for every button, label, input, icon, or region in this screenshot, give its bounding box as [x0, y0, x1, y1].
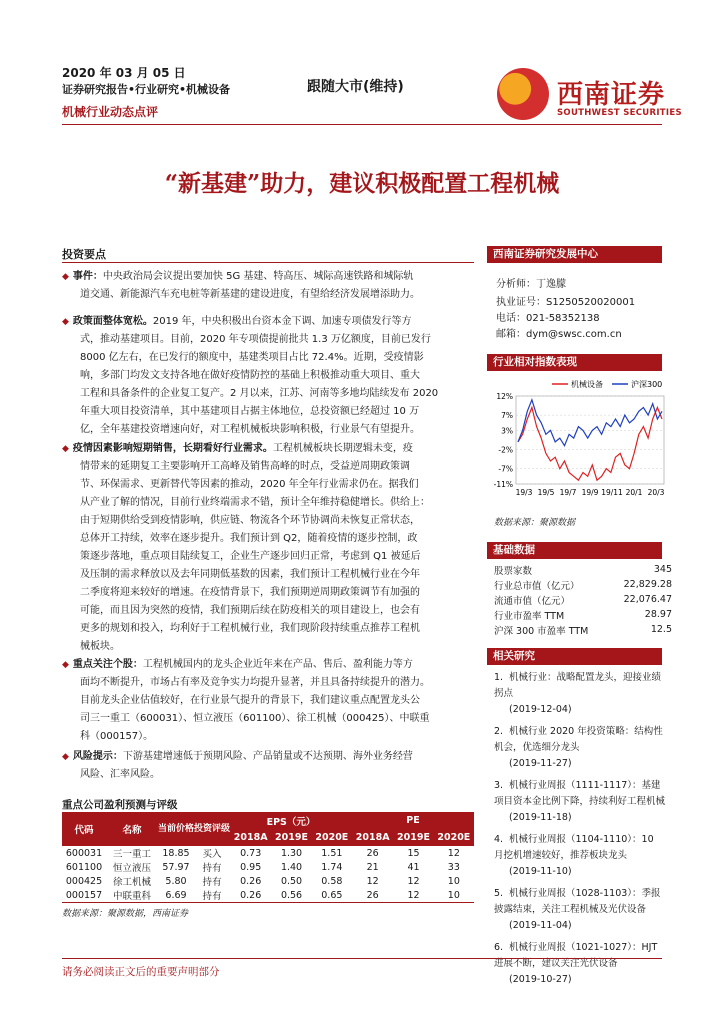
basic-data-label: 股票家数 — [494, 565, 533, 577]
table-source: 数据来源：聚源数据，西南证券 — [62, 909, 189, 919]
table-cell: 21 — [366, 861, 379, 873]
phone: 电话：021-58352138 — [496, 313, 600, 324]
related-research-item[interactable] — [494, 778, 666, 826]
x-tick-label: 20/3 — [647, 488, 665, 497]
table-cell: 26 — [352, 888, 393, 903]
basic-data-row — [494, 622, 672, 637]
table-cell: 57.97 — [162, 861, 190, 873]
related-research-item[interactable] — [494, 724, 666, 772]
table-cell: 000425 — [65, 875, 103, 887]
basic-data-label: 行业总市值（亿元） — [494, 580, 580, 592]
header-divider — [62, 124, 662, 125]
table-cell: 33 — [447, 861, 460, 873]
related-item-number: 2. — [494, 726, 504, 737]
table-cell: 中联重科 — [106, 888, 158, 903]
x-tick-label: 19/7 — [559, 488, 577, 497]
related-item-number: 5. — [494, 888, 504, 899]
x-tick-label: 20/1 — [625, 488, 643, 497]
basic-data-row — [494, 562, 672, 577]
col-eps: EPS（元） — [230, 812, 352, 829]
bullet-icon: ◆ — [62, 272, 69, 282]
legend-label-machinery: 机械设备 — [571, 380, 603, 389]
table-cell: 0.50 — [280, 875, 303, 887]
col-code: 代码 — [62, 812, 106, 846]
paragraph-policy: ◆ 政策面整体宽松。2019 年，中央积极出台资本金下调、加速专项债发行等方 式，推动基建项目。目前，2020 年专项债提前批共 1.3 万亿额度，目前已发行 8000 亿左右，在已发行的额度中，基建类项目占比 72.4%。近期，受疫情影 响，多部门均发文支持各地在做好疫情防控的基础上积极推动重大项目、重大 工程和具备条件的企业复工复产。2 月以来，江苏、河南等多地均陆续发布 2020 年重大项目投资清单，其中基建项目占据主体地位，总投资额已经超过 10 万 亿，全年基建投资增速向好，对工程机械板块影响积极，行业景气有望提升。 — [62, 316, 439, 435]
y-tick-label: -2% — [498, 445, 513, 455]
bullet-icon: ◆ — [62, 317, 69, 327]
table-cell: 6.69 — [158, 888, 194, 903]
x-tick-label: 19/11 — [601, 488, 623, 497]
y-tick-label: -11% — [493, 480, 513, 489]
basic-data-heading: 基础数据 — [487, 542, 662, 559]
report-type: 证券研究报告•行业研究•机械设备 — [62, 83, 231, 96]
year-header: 2019E — [393, 829, 433, 846]
table-cell: 26 — [366, 847, 379, 859]
table-cell: 1.40 — [280, 861, 303, 873]
related-item-title: 机械行业周报（1021-1027）：HJT 进展不断，建议关注光伏设备 — [494, 942, 658, 969]
basic-data-label: 流通市值（亿元） — [494, 595, 571, 607]
bullet-icon: ◆ — [62, 752, 69, 762]
rating: 跟随大市(维持) — [307, 79, 404, 95]
cert-number: 执业证号：S1250520020001 — [496, 297, 636, 308]
logo-icon — [497, 68, 549, 120]
paragraph-stocks: ◆ 重点关注个股：工程机械国内的龙头企业近年来在产品、售后、盈利能力等方 面均不断提升，市场占有率及竞争实力均提升显著，并且具备持续提升的潜力。 目前龙头企业估值较好，在行业景气提升的背景下，我们建议重点配置龙头公 司三一重工（600031）、恒立液压（601100）、徐工机械（000425）、中联重 科（000157）。 — [62, 659, 430, 742]
table-row — [62, 874, 474, 888]
table-cell: 持有 — [202, 877, 222, 888]
table-row — [62, 860, 474, 874]
related-research-heading: 相关研究 — [487, 648, 662, 665]
year-header: 2018A — [352, 829, 393, 846]
col-price: 当前价格 — [158, 812, 194, 846]
basic-data-value: 28.97 — [644, 609, 672, 620]
related-item-number: 1. — [494, 672, 504, 683]
table-cell: 1.74 — [321, 861, 343, 873]
table-cell: 000157 — [62, 888, 106, 903]
basic-data-row — [494, 592, 672, 607]
table-cell: 0.26 — [240, 875, 262, 887]
year-header: 2019E — [271, 829, 311, 846]
bullet-icon: ◆ — [62, 660, 69, 670]
related-item-date: (2019-11-04) — [509, 920, 572, 931]
x-tick-label: 19/5 — [537, 488, 555, 497]
earnings-table — [62, 812, 474, 903]
table-cell: 12 — [393, 888, 433, 903]
basic-data-row — [494, 577, 672, 592]
paragraph-demand: ◆ 疫情因素影响短期销售，长期看好行业需求。工程机械板块长期逻辑未变，疫 情带来的延期复工主要影响开工高峰及销售高峰的时点，受益逆周期政策调 节、环保需求、更新替代等因素的推动，2020 年全年行业需求仍在。据我们 从产业了解的情况，目前行业终端需求不错，预计全年维持稳健增长。供给上： 由于短期供给受到疫情影响，供应链、物流各个环节协调尚未恢复正常状态， 总体开工持续，效率在逐步提升。我们预计到 Q2，随着疫情的逐步控制，政 策逐步落地，重点项目陆续复工，企业生产逐步回归正常，考虑到 Q1 被延后 及压制的需求释放以及去年同期低基数的因素，我们预计工程机械行业在今年 二季度将迎来较好的增速。在疫情背景下，我们预期逆周期政策调节有加强的 可能，而且因为突然的疫情，我们预期后续在防疫相关的项目建设上，也会有 更多的规划和投入，均利好于工程机械行业，我们现阶段持续重点推荐工程机 械板块。 — [62, 443, 430, 652]
related-item-title: 机械行业：战略配置龙头，迎接业绩拐点 — [494, 672, 662, 699]
table-cell: 41 — [407, 861, 420, 873]
related-research-item[interactable] — [494, 886, 666, 934]
logo-name: 西南证券 — [557, 80, 666, 110]
year-header: 2018A — [230, 829, 271, 846]
related-item-title: 机械行业周报（1111-1117）：基建项目资本金比例下降，持续利好工程机械 — [494, 780, 666, 807]
perf-source: 数据来源：聚源数据 — [494, 518, 576, 528]
basic-data-value: 345 — [653, 564, 672, 575]
basic-data-value: 22,076.47 — [623, 594, 672, 605]
related-item-number: 6. — [494, 942, 504, 953]
related-item-date: (2019-11-18) — [509, 812, 572, 823]
related-research-item[interactable] — [494, 832, 666, 880]
table-cell: 10 — [434, 888, 474, 903]
y-tick-label: 12% — [496, 392, 513, 401]
section-divider — [62, 262, 474, 263]
related-item-number: 3. — [494, 780, 504, 791]
col-rating: 投资评级 — [194, 812, 230, 846]
related-research-list — [494, 670, 666, 994]
series-line-machinery — [518, 408, 662, 481]
legend-label-hs300: 沪深300 — [631, 380, 663, 389]
related-research-item[interactable] — [494, 940, 666, 988]
table-cell: 0.26 — [230, 888, 271, 903]
table-cell: 12 — [407, 875, 420, 887]
year-header: 2020E — [434, 829, 474, 846]
col-pe: PE — [352, 812, 474, 829]
table-cell: 持有 — [194, 888, 230, 903]
related-item-title: 机械行业周报（1104-1110）：10 月挖机增速较好，推荐板块龙头 — [494, 834, 654, 861]
table-cell: 0.56 — [271, 888, 311, 903]
performance-chart — [484, 372, 670, 504]
related-item-title: 机械行业周报（1028-1103）：季报披露结束，关注工程机械及光伏设备 — [494, 888, 661, 915]
email[interactable]: 邮箱：dym@swsc.com.cn — [496, 329, 622, 340]
table-row — [62, 888, 474, 903]
table-cell: 0.58 — [321, 875, 343, 887]
table-cell: 持有 — [202, 863, 222, 874]
y-tick-label: -7% — [498, 464, 513, 474]
table-cell: 恒立液压 — [112, 863, 151, 874]
table-cell: 0.73 — [240, 847, 262, 859]
related-research-item[interactable] — [494, 670, 666, 718]
table-row — [62, 846, 474, 860]
related-item-date: (2019-11-10) — [509, 866, 572, 877]
page-title: “新基建”助力，建议积极配置工程机械 — [164, 170, 560, 197]
col-name: 名称 — [106, 812, 158, 846]
table-cell: 买入 — [202, 849, 222, 860]
table-cell: 12 — [447, 847, 460, 859]
x-tick-label: 19/3 — [515, 488, 533, 497]
related-item-date: (2019-11-27) — [509, 758, 572, 769]
table-cell: 1.51 — [321, 847, 343, 859]
report-date: 2020 年 03 月 05 日 — [62, 66, 186, 80]
table-cell: 0.95 — [240, 861, 262, 873]
x-tick-label: 19/9 — [581, 488, 599, 497]
series-line-hs300 — [518, 400, 662, 446]
perf-heading: 行业相对指数表现 — [487, 354, 662, 371]
report-subtype: 机械行业动态点评 — [62, 105, 159, 119]
table-cell: 1.30 — [280, 847, 303, 859]
section-heading: 投资要点 — [62, 248, 106, 261]
table-cell: 5.80 — [165, 875, 187, 887]
y-tick-label: 7% — [501, 411, 513, 421]
related-item-title: 机械行业 2020 年投资策略：结构性机会，优选细分龙头 — [494, 726, 663, 753]
related-item-number: 4. — [494, 834, 504, 845]
year-header: 2020E — [312, 829, 352, 846]
table-cell: 徐工机械 — [112, 877, 151, 888]
related-item-date: (2019-12-04) — [509, 704, 572, 715]
footer-divider — [62, 958, 662, 959]
analyst: 分析师：丁逸朦 — [496, 279, 566, 290]
basic-data-label: 沪深 300 市盈率 TTM — [494, 625, 589, 637]
table-cell: 18.85 — [162, 847, 190, 859]
table-cell: 15 — [407, 847, 420, 859]
earnings-table-title: 重点公司盈利预测与评级 — [62, 799, 178, 811]
footer-disclaimer[interactable]: 请务必阅读正文后的重要声明部分 — [62, 966, 220, 978]
table-cell: 600031 — [65, 847, 103, 859]
y-tick-label: 3% — [501, 426, 513, 436]
related-item-date: (2019-10-27) — [509, 974, 572, 985]
table-cell: 0.65 — [312, 888, 352, 903]
table-cell: 三一重工 — [112, 849, 151, 860]
basic-data-row — [494, 607, 672, 622]
table-cell: 601100 — [65, 861, 103, 873]
basic-data-table — [494, 562, 672, 637]
basic-data-value: 12.5 — [650, 624, 672, 635]
table-cell: 10 — [447, 875, 460, 887]
paragraph-event: ◆ 事件：中央政治局会议提出要加快 5G 基建、特高压、城际高速铁路和城际轨 道交通、新能源汽车充电桩等新基建的建设进度，有望给经济发展增添助力。 — [62, 271, 420, 300]
logo-english: SOUTHWEST SECURITIES — [557, 108, 682, 118]
basic-data-label: 行业市盈率 TTM — [494, 610, 565, 622]
research-center-heading: 西南证券研究发展中心 — [487, 246, 662, 263]
basic-data-value: 22,829.28 — [623, 579, 672, 590]
table-cell: 12 — [366, 875, 379, 887]
bullet-icon: ◆ — [62, 444, 69, 454]
paragraph-risk: ◆ 风险提示：下游基建增速低于预期风险、产品销量或不达预期、海外业务经营 风险、汇率风险。 — [62, 751, 413, 780]
